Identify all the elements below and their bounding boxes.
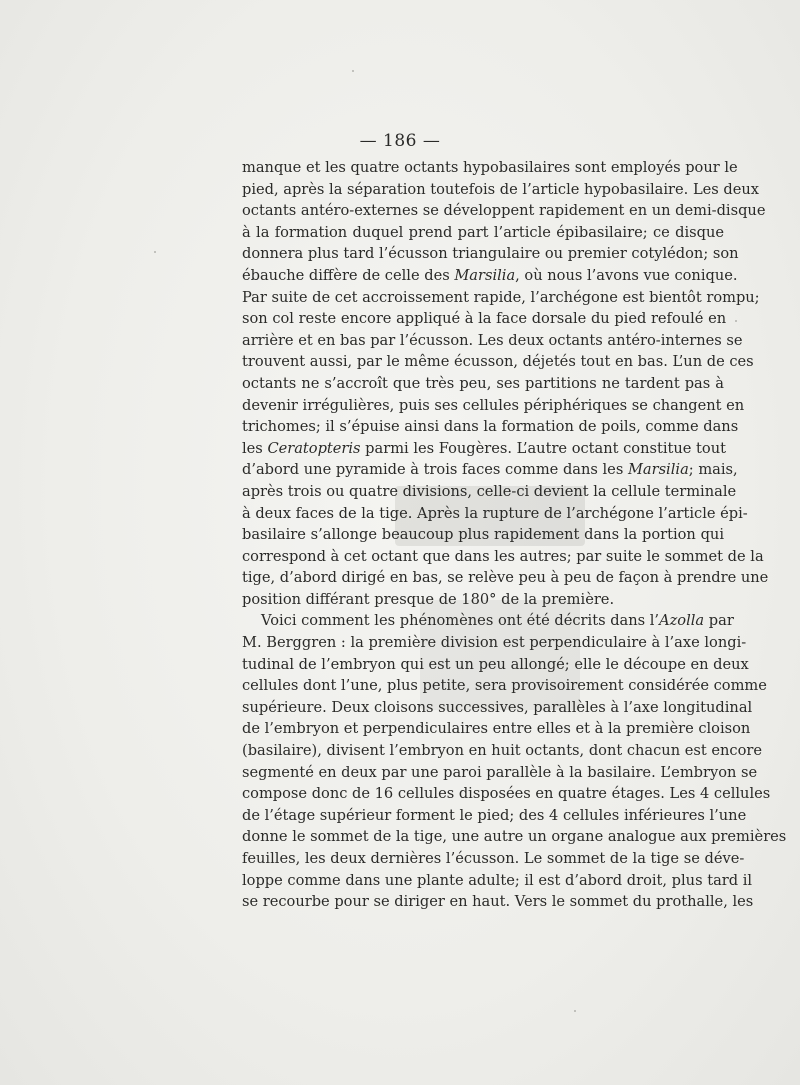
body-text — [242, 157, 787, 913]
text-line: pied, après la séparation toutefois de l’article hypobasilaire. Les deux — [242, 180, 760, 198]
text-line: les Ceratopteris parmi les Fougères. L’autre octant constitue tout — [242, 439, 726, 457]
text-line: se recourbe pour se diriger en haut. Vers le sommet du prothalle, les — [242, 893, 754, 911]
text-line: octants ne s’accroît que très peu, ses partitions ne tardent pas à — [242, 374, 724, 392]
text-line: tige, d’abord dirigé en bas, se relève peu à peu de façon à prendre une — [242, 569, 769, 587]
text-line: donne le sommet de la tige, une autre un organe analogue aux premières — [242, 828, 787, 846]
text-line: de l’étage supérieur forment le pied; des 4 cellules inférieures l’une — [242, 806, 747, 824]
text-line: Par suite de cet accroissement rapide, l’archégone est bientôt rompu; — [242, 288, 760, 306]
text-line: devenir irrégulières, puis ses cellules périphériques se changent en — [242, 396, 745, 414]
text-line: cellules dont l’une, plus petite, sera provisoirement considérée comme — [242, 677, 767, 695]
text-line: trichomes; il s’épuise ainsi dans la formation de poils, comme dans — [242, 418, 739, 436]
paper-speck — [735, 320, 737, 322]
text-line: M. Berggren : la première division est perpendiculaire à l’axe longi- — [242, 634, 747, 652]
text-line: feuilles, les deux dernières l’écusson. Le sommet de la tige se déve- — [242, 850, 745, 867]
paper-speck — [352, 70, 354, 72]
text-line: ébauche diffère de celle des Marsilia, où nous l’avons vue conique. — [242, 266, 738, 284]
paragraph — [242, 157, 769, 610]
text-line: après trois ou quatre divisions, celle-ci devient la cellule terminale — [242, 482, 737, 500]
text-line: basilaire s’allonge beaucoup plus rapidement dans la portion qui — [242, 526, 724, 544]
text-line: supérieure. Deux cloisons successives, parallèles à l’axe longitudinal — [242, 698, 753, 716]
text-line: loppe comme dans une plante adulte; il est d’abord droit, plus tard il — [242, 871, 753, 889]
text-line: correspond à cet octant que dans les autres; par suite le sommet de la — [242, 547, 764, 565]
text-line: de l’embryon et perpendiculaires entre elles et à la première cloison — [242, 720, 751, 738]
text-line: compose donc de 16 cellules disposées en quatre étages. Les 4 cellules — [242, 785, 771, 803]
text-line: arrière et en bas par l’écusson. Les deux octants antéro-internes se — [242, 331, 743, 349]
text-line: (basilaire), divisent l’embryon en huit octants, dont chacun est encore — [242, 742, 762, 760]
text-line: trouvent aussi, par le même écusson, déjetés tout en bas. L’un de ces — [242, 353, 754, 371]
text-line: son col reste encore appliqué à la face dorsale du pied refoulé en — [242, 310, 727, 328]
text-line: à deux faces de la tige. Après la rupture de l’archégone l’article épi- — [242, 504, 748, 522]
text-line: donnera plus tard l’écusson triangulaire ou premier cotylédon; son — [242, 245, 739, 263]
text-line: d’abord une pyramide à trois faces comme dans les Marsilia; mais, — [242, 461, 738, 479]
text-line: segmenté en deux par une paroi parallèle à la basilaire. L’embryon se — [242, 763, 758, 781]
paper-speck — [154, 251, 156, 253]
paper-speck — [574, 1010, 576, 1012]
text-line: octants antéro-externes se développent rapidement en un demi-disque — [242, 202, 766, 220]
text-line: position différant presque de 180° de la première. — [242, 590, 615, 608]
text-line: manque et les quatre octants hypobasilaires sont employés pour le — [242, 159, 738, 176]
text-line: tudinal de l’embryon qui est un peu allongé; elle le découpe en deux — [242, 655, 749, 673]
text-line: Voici comment les phénomènes ont été décrits dans l’Azolla par — [261, 612, 734, 630]
page-number: — 186 — — [359, 131, 441, 151]
text-line: à la formation duquel prend part l’article épibasilaire; ce disque — [242, 223, 724, 241]
paragraph — [242, 610, 787, 912]
